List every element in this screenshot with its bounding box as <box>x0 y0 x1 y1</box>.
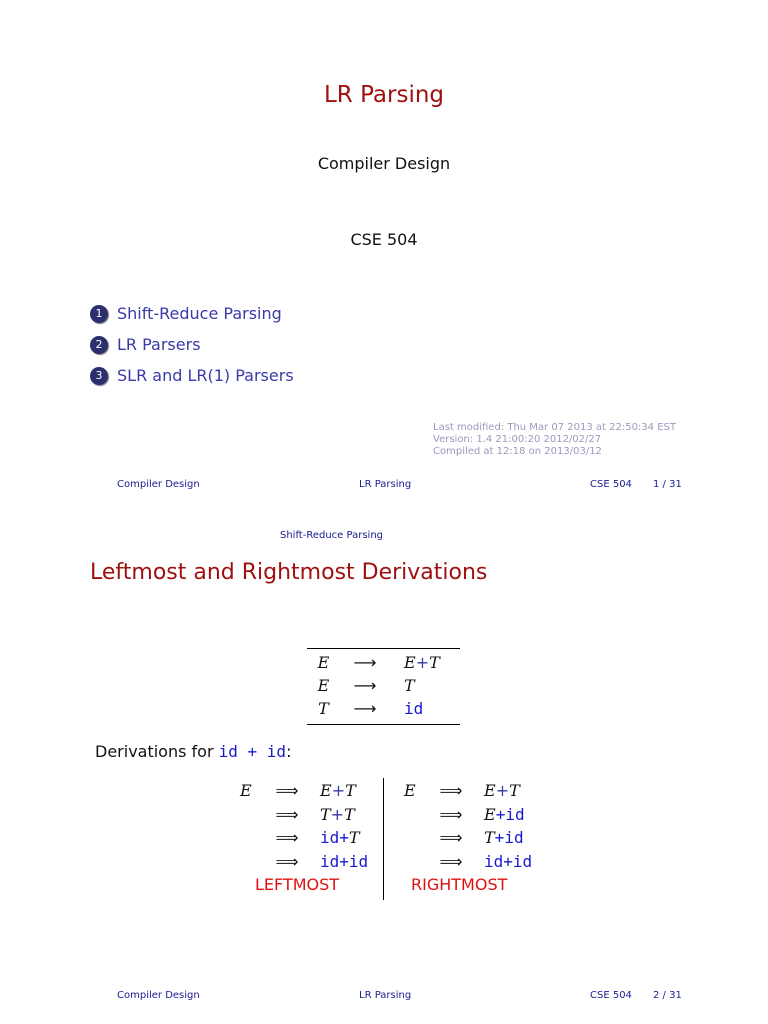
rule-arrow: ⟶ <box>353 676 377 695</box>
rule-lhs: T <box>318 699 329 718</box>
last-modified: Last modified: Thu Mar 07 2013 at 22:50:34 EST <box>433 422 676 433</box>
rule-arrow: ⟶ <box>353 699 377 718</box>
footer-page: 1 / 31 <box>653 479 682 490</box>
start-symbol: E <box>240 781 252 801</box>
grammar-rule <box>307 697 460 720</box>
rightmost-derivation: E ⟹ E+T ⟹ E+id ⟹ T+id ⟹ id+id <box>404 781 533 871</box>
toc-item-label: Shift-Reduce Parsing <box>117 304 282 323</box>
rule-lhs: E <box>317 676 330 695</box>
toc-item-label: LR Parsers <box>117 335 201 354</box>
toc-item-3[interactable] <box>90 366 294 385</box>
toc-number-badge: 2 <box>90 336 108 354</box>
slide2-title: Leftmost and Rightmost Derivations <box>90 560 488 585</box>
derivations-label: Derivations for id + id: <box>95 742 292 761</box>
footer-center[interactable]: LR Parsing <box>359 990 412 1001</box>
grammar-rule <box>307 674 460 697</box>
toc-item-2[interactable] <box>90 335 201 354</box>
leftmost-label: LEFTMOST <box>255 875 340 894</box>
footer-center[interactable]: LR Parsing <box>359 479 412 490</box>
version-info <box>433 422 676 458</box>
toc-number-badge: 3 <box>90 367 108 385</box>
rule-rhs: id <box>404 699 424 718</box>
rule-rhs: E+T <box>404 653 440 672</box>
slide1-subtitle: Compiler Design <box>317 154 451 173</box>
toc-number-badge: 1 <box>90 305 108 323</box>
toc-item-label: SLR and LR(1) Parsers <box>117 366 294 385</box>
rule-lhs: E <box>317 653 330 672</box>
grammar-rule <box>307 651 460 674</box>
footer-left[interactable]: Compiler Design <box>117 990 200 1001</box>
footer-page: 2 / 31 <box>653 990 682 1001</box>
footer-left[interactable]: Compiler Design <box>117 479 200 490</box>
rule-arrow: ⟶ <box>353 653 377 672</box>
footer-course[interactable]: CSE 504 <box>590 479 632 490</box>
column-divider <box>383 778 384 900</box>
derivations-expr: id + id <box>218 742 287 761</box>
start-symbol: E <box>404 781 416 801</box>
leftmost-derivation: E ⟹ E+T ⟹ T+T ⟹ id+T ⟹ id+id <box>240 781 369 871</box>
version: Version: 1.4 21:00:20 2012/02/27 <box>433 434 602 445</box>
footer-course[interactable]: CSE 504 <box>590 990 632 1001</box>
grammar-table <box>307 648 460 725</box>
section-header[interactable]: Shift-Reduce Parsing <box>280 530 383 541</box>
slide1-title: LR Parsing <box>323 82 445 108</box>
rightmost-label: RIGHTMOST <box>411 875 508 894</box>
slide1-course: CSE 504 <box>350 230 418 249</box>
toc-item-1[interactable] <box>90 304 282 323</box>
rule-rhs: T <box>404 676 415 695</box>
compiled-at: Compiled at 12:18 on 2013/03/12 <box>433 446 602 457</box>
